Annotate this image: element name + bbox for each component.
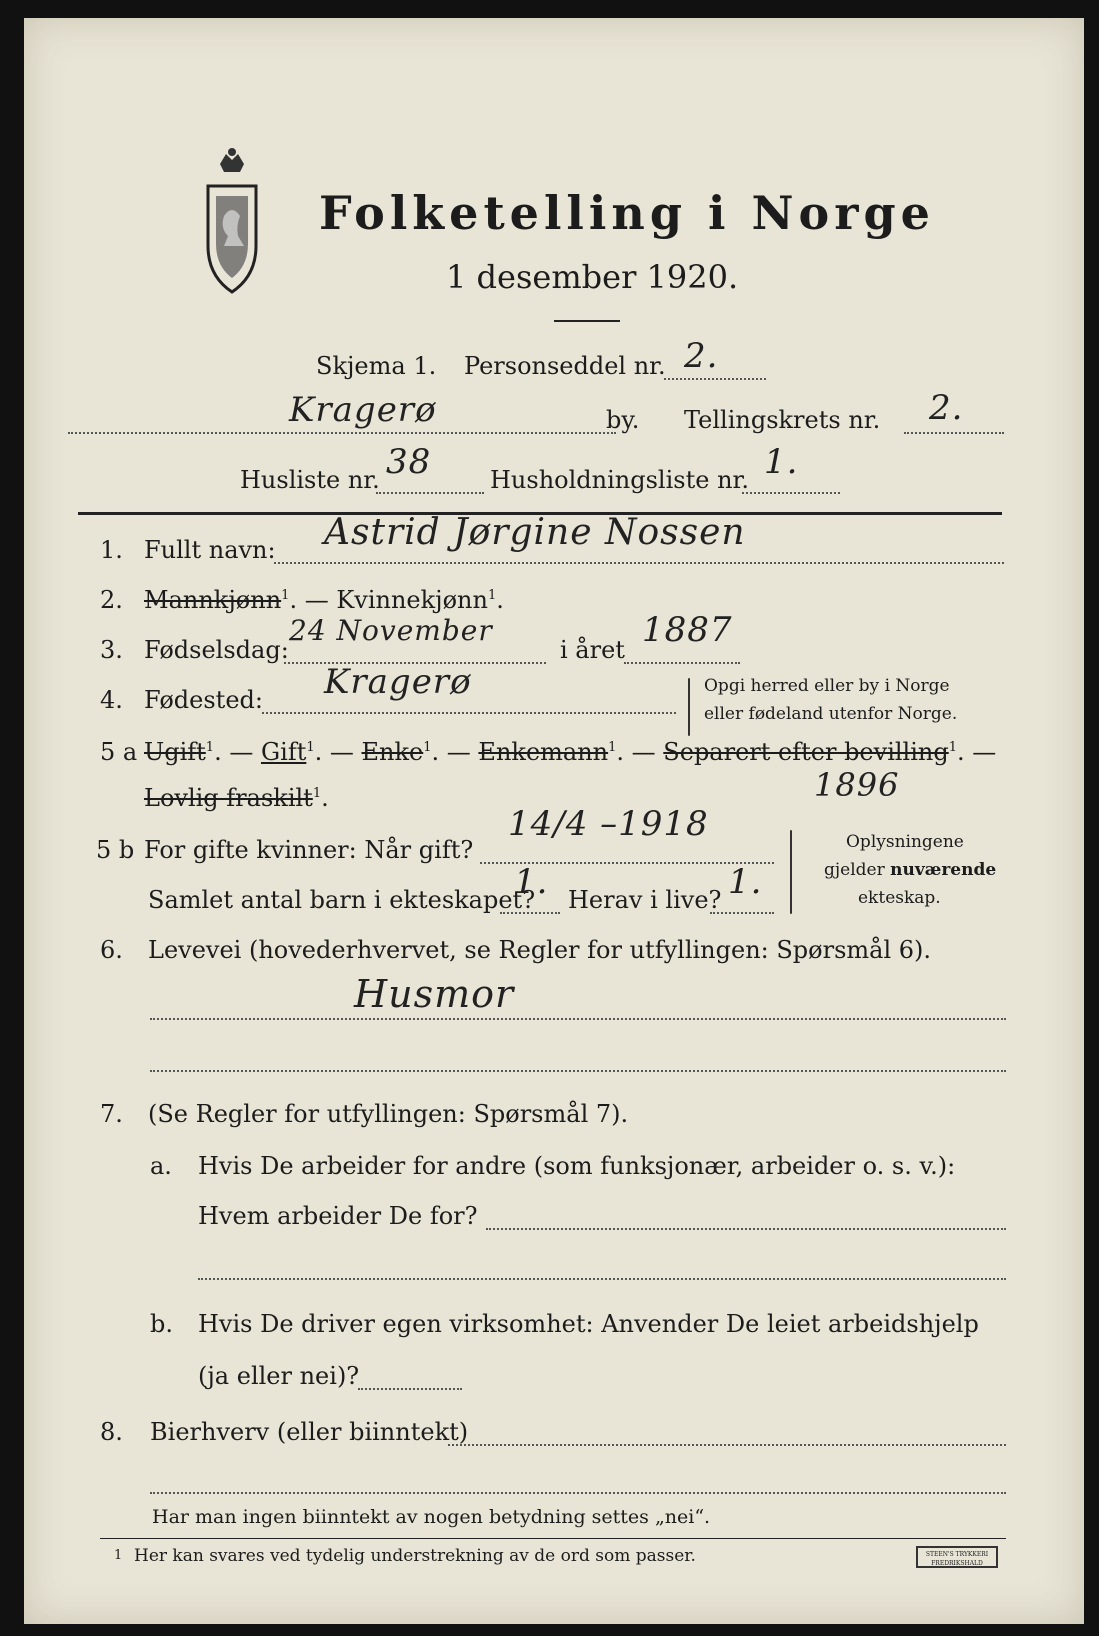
nei-note: Har man ingen biinntekt av nogen betydning settes „nei“. bbox=[152, 1506, 711, 1528]
q7a-label: Hvis De arbeider for andre (som funksjonær, arbeider o. s. v.): bbox=[198, 1152, 956, 1180]
husholdning-value: 1. bbox=[764, 442, 799, 482]
q5a-number: 5 a bbox=[100, 738, 138, 766]
q8-label: Bierhverv (eller biinntekt) bbox=[150, 1418, 469, 1446]
printer-stamp: STEEN'S TRYKKERI FREDRIKSHALD bbox=[916, 1546, 998, 1568]
q2-number: 2. bbox=[100, 586, 123, 614]
tellingskrets-label: Tellingskrets nr. bbox=[684, 406, 881, 434]
q7a-number: a. bbox=[150, 1152, 172, 1180]
q3-label: Fødselsdag: bbox=[144, 636, 289, 664]
title-divider bbox=[554, 320, 620, 322]
q3-year-value: 1887 bbox=[642, 610, 733, 650]
tellingskrets-line bbox=[904, 432, 1004, 434]
by-label: by. bbox=[606, 406, 640, 434]
q6-value: Husmor bbox=[354, 972, 515, 1016]
q5b-children-line bbox=[500, 912, 560, 914]
q5b-children-value: 1. bbox=[514, 862, 549, 902]
footnote-text: Her kan svares ved tydelig understrekning av de ord som passer. bbox=[134, 1546, 696, 1566]
footnote-marker: 1 bbox=[306, 740, 315, 755]
q5b-note-3: ekteskap. bbox=[858, 888, 941, 908]
footnote-divider bbox=[100, 1538, 1006, 1539]
q7a-label-2: Hvem arbeider De for? bbox=[198, 1202, 478, 1230]
q5a-note: 1896 bbox=[814, 766, 900, 804]
husholdning-line bbox=[742, 492, 840, 494]
personseddel-line bbox=[664, 378, 766, 380]
q4-number: 4. bbox=[100, 686, 123, 714]
q5b-note-1: Oplysningene bbox=[846, 832, 964, 852]
q6-line-2 bbox=[150, 1070, 1006, 1072]
form-title: Folketelling i Norge bbox=[319, 186, 935, 240]
q7b-line bbox=[358, 1388, 462, 1390]
q3-year-label: i året bbox=[560, 636, 625, 664]
q1-label: Fullt navn: bbox=[144, 536, 276, 564]
q4-label: Fødested: bbox=[144, 686, 263, 714]
q2-mann: Mannkjønn bbox=[144, 586, 282, 614]
q7b-label-2: (ja eller nei)? bbox=[198, 1362, 360, 1390]
q5b-alive-label: Herav i live? bbox=[568, 886, 722, 914]
q3-year-line bbox=[624, 662, 740, 664]
q3-number: 3. bbox=[100, 636, 123, 664]
personseddel-label: Personseddel nr. bbox=[464, 352, 666, 380]
q4-note-1: Opgi herred eller by i Norge bbox=[704, 676, 950, 696]
footnote-number: 1 bbox=[114, 1548, 123, 1563]
q7a-line-1 bbox=[486, 1228, 1006, 1230]
q5b-value: 14/4 –1918 bbox=[508, 804, 709, 844]
q6-line-1 bbox=[150, 1018, 1006, 1020]
tellingskrets-value: 2. bbox=[929, 388, 964, 428]
q5a-ugift: Ugift bbox=[144, 738, 206, 766]
q7b-label: Hvis De driver egen virksomhet: Anvender De leiet arbeidshjelp bbox=[198, 1310, 979, 1338]
q5b-alive-value: 1. bbox=[728, 862, 763, 902]
q2-options: Mannkjønn$^1$. — Kvinnekjønn$^1$. bbox=[144, 586, 504, 614]
coat-of-arms-icon bbox=[192, 146, 272, 296]
q7-label: (Se Regler for utfyllingen: Spørsmål 7). bbox=[148, 1100, 629, 1128]
footnote-marker: 1 bbox=[487, 588, 497, 603]
q7a-line-2 bbox=[198, 1278, 1006, 1280]
footnote-marker: 1 bbox=[312, 786, 322, 801]
personseddel-value: 2. bbox=[684, 336, 719, 376]
q4-brace bbox=[688, 678, 690, 736]
q5b-brace bbox=[790, 830, 792, 914]
q5b-number: 5 b bbox=[96, 836, 135, 864]
city-value: Kragerø bbox=[289, 390, 437, 430]
skjema-label: Skjema 1. bbox=[316, 352, 437, 380]
footnote-marker: 1 bbox=[281, 588, 290, 603]
q4-value: Kragerø bbox=[324, 662, 472, 702]
q5b-note-2 bbox=[824, 860, 996, 880]
q1-number: 1. bbox=[100, 536, 123, 564]
q1-line bbox=[274, 562, 1004, 564]
husliste-value: 38 bbox=[386, 442, 432, 482]
q6-label: Levevei (hovederhvervet, se Regler for utfyllingen: Spørsmål 6). bbox=[148, 936, 932, 964]
q1-value: Astrid Jørgine Nossen bbox=[324, 512, 746, 553]
census-form bbox=[24, 18, 1084, 1624]
footnote-marker: 1 bbox=[948, 740, 957, 755]
q2-kvinne: Kvinnekjønn bbox=[336, 586, 488, 614]
q5a-gift: Gift bbox=[260, 738, 307, 766]
q5b-alive-line bbox=[710, 912, 774, 914]
q3-value: 24 November bbox=[289, 614, 493, 647]
q5a-separert: Separert efter bevilling bbox=[663, 738, 949, 766]
q7-number: 7. bbox=[100, 1100, 123, 1128]
q5b-children-label: Samlet antal barn i ekteskapet? bbox=[148, 886, 536, 914]
q6-number: 6. bbox=[100, 936, 123, 964]
q5a-lovlig: Lovlig fraskilt bbox=[144, 784, 313, 812]
q5a-enkemann: Enkemann bbox=[478, 738, 609, 766]
q5b-note-2a: gjelder bbox=[824, 860, 885, 880]
husholdning-label: Husholdningsliste nr. bbox=[490, 466, 749, 494]
q4-line bbox=[262, 712, 676, 714]
footnote-marker: 1 bbox=[205, 740, 215, 755]
city-line bbox=[68, 432, 616, 434]
q5a-lovlig-line: Lovlig fraskilt$^1$. bbox=[144, 784, 329, 812]
husliste-line bbox=[376, 492, 484, 494]
q5a-enke: Enke bbox=[361, 738, 424, 766]
q5a-options: Ugift$^1$. — Gift$^1$. — Enke$^1$. — Enkemann$^1$. — Separert efter bevilling$^1$. — bbox=[144, 738, 997, 766]
q5b-note-2b: nuværende bbox=[890, 860, 997, 880]
q8-line-2 bbox=[150, 1492, 1006, 1494]
q8-line-1 bbox=[448, 1444, 1006, 1446]
q5b-label: For gifte kvinner: Når gift? bbox=[144, 836, 474, 864]
footnote-marker: 1 bbox=[608, 740, 617, 755]
q7b-number: b. bbox=[150, 1310, 173, 1338]
husliste-label: Husliste nr. bbox=[240, 466, 380, 494]
q2-separator: — bbox=[304, 586, 329, 614]
footnote-marker: 1 bbox=[423, 740, 432, 755]
q8-number: 8. bbox=[100, 1418, 123, 1446]
census-date: 1 desember 1920. bbox=[446, 258, 739, 296]
q4-note-2: eller fødeland utenfor Norge. bbox=[704, 704, 958, 724]
